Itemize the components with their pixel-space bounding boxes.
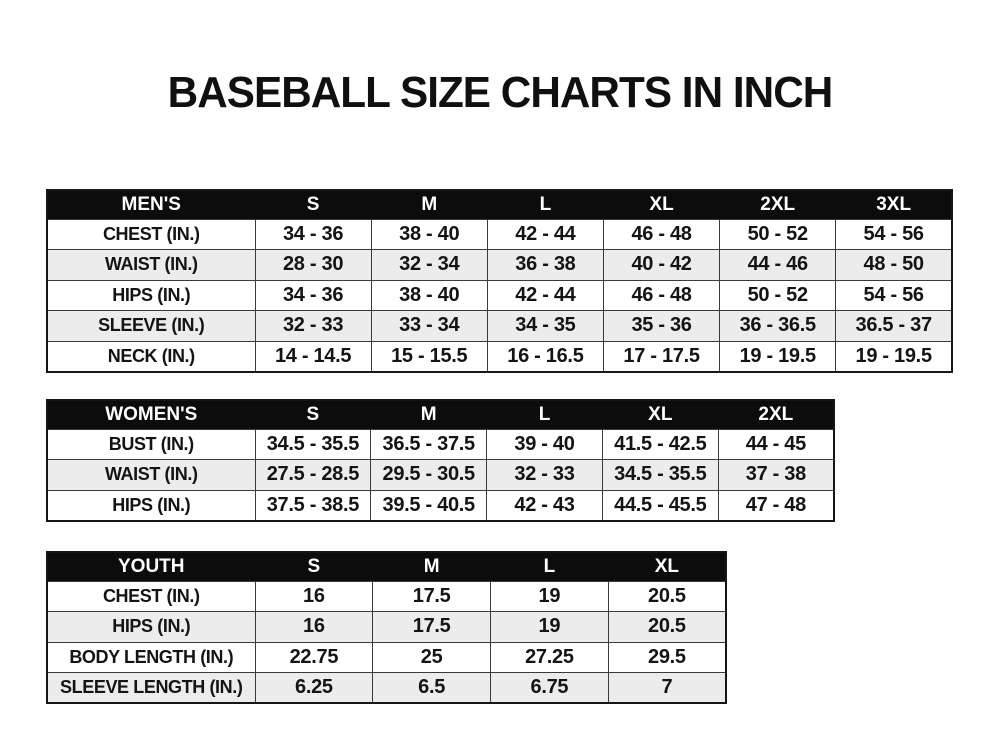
youth-table-row (47, 612, 726, 643)
mens-measure-value: 34 - 36 (255, 280, 371, 311)
mens-measure-value: 32 - 33 (255, 311, 371, 342)
mens-measure-value: 36 - 36.5 (720, 311, 836, 342)
youth-size-table (46, 551, 727, 704)
youth-size-header-s: S (255, 552, 373, 581)
womens-measure-value: 32 - 33 (487, 460, 603, 491)
youth-measure-value: 17.5 (373, 581, 491, 612)
youth-measure-value: 25 (373, 642, 491, 673)
mens-table-row (47, 280, 952, 311)
youth-measure-label: SLEEVE LENGTH (IN.) (47, 673, 255, 704)
youth-measure-value: 16 (255, 581, 373, 612)
womens-size-header-2xl: 2XL (718, 400, 834, 429)
womens-size-table (46, 399, 835, 522)
mens-measure-label: NECK (IN.) (47, 341, 255, 372)
mens-size-header-l: L (487, 190, 603, 219)
womens-size-header-xl: XL (602, 400, 718, 429)
mens-measure-value: 48 - 50 (836, 250, 952, 281)
mens-measure-value: 46 - 48 (603, 280, 719, 311)
mens-measure-label: HIPS (IN.) (47, 280, 255, 311)
youth-measure-value: 6.75 (491, 673, 609, 704)
youth-measure-label: HIPS (IN.) (47, 612, 255, 643)
youth-measure-value: 16 (255, 612, 373, 643)
mens-measure-value: 28 - 30 (255, 250, 371, 281)
womens-measure-value: 29.5 - 30.5 (371, 460, 487, 491)
mens-size-header-2xl: 2XL (720, 190, 836, 219)
youth-measure-label: CHEST (IN.) (47, 581, 255, 612)
youth-measure-value: 20.5 (608, 612, 726, 643)
mens-measure-value: 40 - 42 (603, 250, 719, 281)
womens-measure-value: 34.5 - 35.5 (255, 429, 371, 460)
youth-table-row (47, 642, 726, 673)
womens-size-header-m: M (371, 400, 487, 429)
womens-measure-label: BUST (IN.) (47, 429, 255, 460)
youth-measure-value: 27.25 (491, 642, 609, 673)
mens-table-row (47, 219, 952, 250)
mens-measure-label: WAIST (IN.) (47, 250, 255, 281)
youth-size-header-m: M (373, 552, 491, 581)
womens-table-row (47, 490, 834, 521)
womens-measure-label: WAIST (IN.) (47, 460, 255, 491)
youth-measure-value: 29.5 (608, 642, 726, 673)
mens-measure-value: 34 - 36 (255, 219, 371, 250)
womens-measure-value: 37.5 - 38.5 (255, 490, 371, 521)
youth-size-header-l: L (491, 552, 609, 581)
mens-measure-value: 32 - 34 (371, 250, 487, 281)
mens-header-row (47, 190, 952, 219)
mens-measure-value: 42 - 44 (487, 219, 603, 250)
mens-measure-value: 50 - 52 (720, 219, 836, 250)
mens-measure-value: 19 - 19.5 (836, 341, 952, 372)
mens-table-row (47, 250, 952, 281)
womens-measure-value: 42 - 43 (487, 490, 603, 521)
mens-size-header-m: M (371, 190, 487, 219)
mens-measure-value: 36 - 38 (487, 250, 603, 281)
youth-measure-value: 22.75 (255, 642, 373, 673)
womens-measure-value: 36.5 - 37.5 (371, 429, 487, 460)
mens-measure-value: 33 - 34 (371, 311, 487, 342)
womens-measure-value: 37 - 38 (718, 460, 834, 491)
womens-size-header-l: L (487, 400, 603, 429)
mens-size-table (46, 189, 953, 373)
mens-measure-value: 54 - 56 (836, 280, 952, 311)
womens-measure-value: 47 - 48 (718, 490, 834, 521)
mens-measure-value: 38 - 40 (371, 280, 487, 311)
mens-size-header-xl: XL (603, 190, 719, 219)
mens-measure-value: 46 - 48 (603, 219, 719, 250)
mens-size-header-s: S (255, 190, 371, 219)
youth-size-header-xl: XL (608, 552, 726, 581)
youth-measure-value: 6.25 (255, 673, 373, 704)
mens-table-row (47, 341, 952, 372)
mens-table-row (47, 311, 952, 342)
mens-measure-value: 16 - 16.5 (487, 341, 603, 372)
youth-measure-label: BODY LENGTH (IN.) (47, 642, 255, 673)
womens-size-header-s: S (255, 400, 371, 429)
mens-measure-value: 15 - 15.5 (371, 341, 487, 372)
mens-measure-value: 34 - 35 (487, 311, 603, 342)
womens-table-row (47, 460, 834, 491)
page-title: BASEBALL SIZE CHARTS IN INCH (167, 68, 833, 117)
mens-measure-value: 14 - 14.5 (255, 341, 371, 372)
mens-measure-value: 36.5 - 37 (836, 311, 952, 342)
womens-measure-value: 44 - 45 (718, 429, 834, 460)
mens-measure-value: 42 - 44 (487, 280, 603, 311)
womens-measure-value: 39 - 40 (487, 429, 603, 460)
mens-measure-label: CHEST (IN.) (47, 219, 255, 250)
mens-measure-label: SLEEVE (IN.) (47, 311, 255, 342)
womens-measure-value: 39.5 - 40.5 (371, 490, 487, 521)
mens-size-header-3xl: 3XL (836, 190, 952, 219)
youth-measure-value: 20.5 (608, 581, 726, 612)
mens-group-label: MEN'S (47, 190, 255, 219)
youth-group-label: YOUTH (47, 552, 255, 581)
youth-measure-value: 19 (491, 612, 609, 643)
youth-measure-value: 7 (608, 673, 726, 704)
youth-measure-value: 19 (491, 581, 609, 612)
youth-header-row (47, 552, 726, 581)
youth-measure-value: 6.5 (373, 673, 491, 704)
mens-measure-value: 44 - 46 (720, 250, 836, 281)
womens-header-row (47, 400, 834, 429)
mens-measure-value: 19 - 19.5 (720, 341, 836, 372)
youth-table-row (47, 581, 726, 612)
womens-measure-label: HIPS (IN.) (47, 490, 255, 521)
mens-measure-value: 17 - 17.5 (603, 341, 719, 372)
mens-measure-value: 54 - 56 (836, 219, 952, 250)
womens-measure-value: 41.5 - 42.5 (602, 429, 718, 460)
youth-table-row (47, 673, 726, 704)
mens-measure-value: 35 - 36 (603, 311, 719, 342)
womens-measure-value: 27.5 - 28.5 (255, 460, 371, 491)
mens-measure-value: 38 - 40 (371, 219, 487, 250)
womens-measure-value: 44.5 - 45.5 (602, 490, 718, 521)
womens-measure-value: 34.5 - 35.5 (602, 460, 718, 491)
womens-group-label: WOMEN'S (47, 400, 255, 429)
womens-table-row (47, 429, 834, 460)
mens-measure-value: 50 - 52 (720, 280, 836, 311)
youth-measure-value: 17.5 (373, 612, 491, 643)
